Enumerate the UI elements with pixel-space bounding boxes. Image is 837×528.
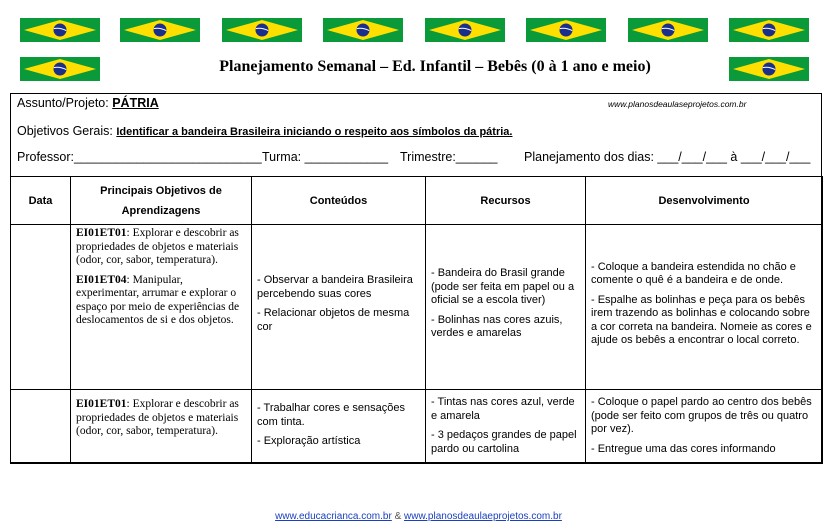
table-header-row bbox=[11, 177, 823, 225]
header-desenvolvimento: Desenvolvimento bbox=[586, 177, 823, 225]
assunto-label: Assunto/Projeto: bbox=[17, 96, 109, 110]
cell-conteudos bbox=[252, 390, 426, 464]
turma-field: Turma: ____________ bbox=[262, 150, 389, 164]
cell-data bbox=[11, 390, 71, 464]
list-item: - Entregue uma das cores informando bbox=[591, 442, 776, 455]
cell-desenvolvimento bbox=[586, 225, 823, 390]
list-item: - Bolinhas nas cores azuis, verdes e amarelas bbox=[431, 313, 563, 340]
footer-link-planos[interactable]: www.planosdeaulaeprojetos.com.br bbox=[404, 511, 562, 522]
brazil-flag-icon bbox=[120, 18, 200, 42]
list-item: - Tintas nas cores azul, verde e amarela bbox=[431, 396, 575, 422]
objetivos-value: Identificar a bandeira Brasileira iniciando o respeito aos símbolos da pátria. bbox=[116, 126, 513, 138]
cell-recursos bbox=[426, 225, 586, 390]
cell-objetivos bbox=[71, 390, 252, 464]
professor-field: Professor:___________________________ bbox=[17, 150, 262, 164]
objective-text: : Explorar e descobrir as propriedades de objetos e materiais (odor, cor, sabor, temperatura). bbox=[76, 227, 239, 266]
objective-code: EI01ET01 bbox=[76, 227, 127, 239]
cell-conteudos bbox=[252, 225, 426, 390]
list-item: - Relacionar objetos de mesma cor bbox=[257, 307, 410, 333]
footer bbox=[0, 511, 837, 522]
objective-code: EI01ET04 bbox=[76, 273, 127, 286]
brazil-flag-icon bbox=[526, 18, 606, 42]
header-objetivos: Principais Objetivos de Aprendizagens bbox=[71, 177, 252, 225]
list-item: - Espalhe as bolinhas e peça para os bebês irem trazendo as bolinhas e colocando sobre a cor correta na bandeira. Nomeie as cores e ajude os bebês a encontrar o local correto. bbox=[591, 293, 812, 346]
table-row bbox=[11, 225, 823, 390]
list-item: - Exploração artística bbox=[257, 435, 361, 447]
objective-text: : Explorar e descobrir as propriedades de objetos e materiais (odor, cor, sabor, temperatura). bbox=[76, 398, 239, 437]
table-row bbox=[11, 390, 823, 464]
list-item: - Observar a bandeira Brasileira percebendo suas cores bbox=[257, 274, 413, 300]
page-title: Planejamento Semanal – Ed. Infantil – Bebês (0 à 1 ano e meio) bbox=[219, 58, 651, 75]
list-item: - 3 pedaços grandes de papel pardo ou cartolina bbox=[431, 429, 577, 455]
planning-table bbox=[10, 176, 823, 464]
objective-text: : Manipular, experimentar, arrumar e explorar o espaço por meio de experiências de deslocamentos de si e dos objetos. bbox=[76, 273, 240, 326]
brazil-flag-icon bbox=[323, 18, 403, 42]
header-recursos: Recursos bbox=[426, 177, 586, 225]
header-conteudos: Conteúdos bbox=[252, 177, 426, 225]
footer-link-educacrianca[interactable]: www.educacrianca.com.br bbox=[275, 511, 392, 522]
brazil-flag-icon bbox=[729, 18, 809, 42]
brazil-flag-icon bbox=[20, 57, 100, 81]
planejamento-field: Planejamento dos dias: ___/___/___ à ___/___/___ bbox=[524, 150, 811, 164]
trimestre-field: Trimestre:______ bbox=[400, 150, 498, 164]
objetivos-line bbox=[17, 124, 512, 138]
objetivos-label: Objetivos Gerais: bbox=[17, 124, 113, 138]
objective-code: EI01ET01 bbox=[76, 398, 127, 410]
brazil-flag-icon bbox=[20, 18, 100, 42]
list-item: - Coloque a bandeira estendida no chão e comente o quê é a bandeira e de onde. bbox=[591, 260, 796, 286]
cell-desenvolvimento bbox=[586, 390, 823, 464]
list-item: - Coloque o papel pardo ao centro dos bebês (pode ser feito com grupos de três ou quatro por vez). bbox=[591, 396, 812, 435]
cell-recursos bbox=[426, 390, 586, 464]
brazil-flag-icon bbox=[628, 18, 708, 42]
brazil-flag-icon bbox=[729, 57, 809, 81]
footer-separator: & bbox=[391, 511, 405, 522]
list-item: - Bandeira do Brasil grande (pode ser feita em papel ou a oficial se a escola tiver) bbox=[431, 267, 575, 307]
cell-objetivos bbox=[71, 225, 252, 390]
website-label: www.planosdeaulaseprojetos.com.br bbox=[608, 99, 747, 109]
assunto-line bbox=[17, 96, 159, 110]
header-data: Data bbox=[11, 177, 71, 225]
cell-data bbox=[11, 225, 71, 390]
assunto-value: PÁTRIA bbox=[112, 96, 159, 110]
list-item: - Trabalhar cores e sensações com tinta. bbox=[257, 402, 405, 428]
brazil-flag-icon bbox=[425, 18, 505, 42]
brazil-flag-icon bbox=[222, 18, 302, 42]
